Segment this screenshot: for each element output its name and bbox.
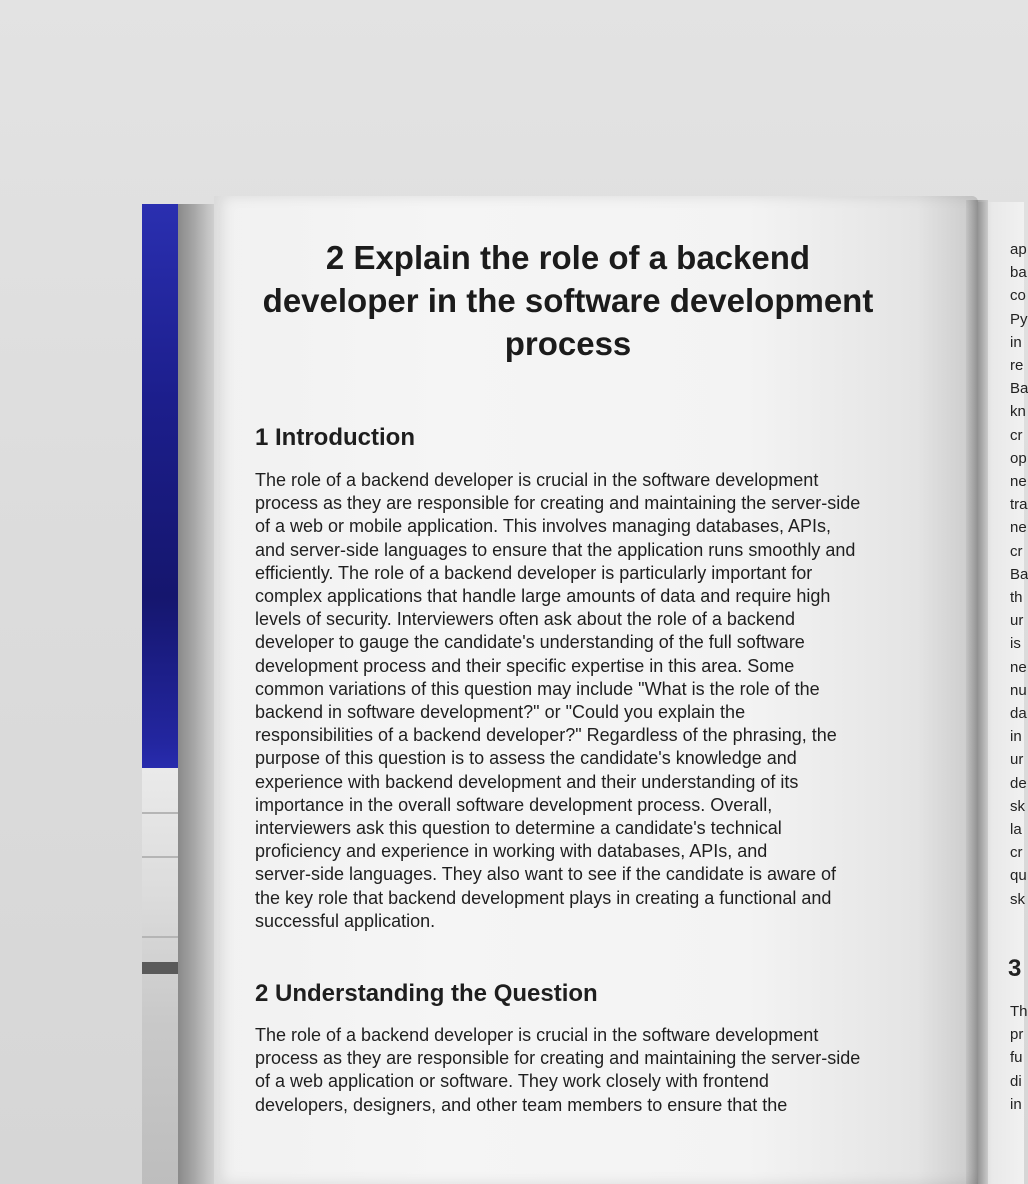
right-text-fragment: th	[1010, 589, 1023, 607]
right-text-fragment: ne	[1010, 519, 1027, 537]
right-page-heading: 3	[1008, 955, 1022, 982]
section-heading-introduction: 1 Introduction	[255, 424, 415, 451]
right-text-fragment: la	[1010, 821, 1022, 839]
right-text-fragment: ur	[1010, 751, 1024, 769]
spine-bar	[142, 962, 180, 974]
right-text-fragment: is	[1010, 635, 1021, 653]
right-text-fragment: di	[1010, 1072, 1022, 1090]
right-text-fragment: ne	[1010, 658, 1027, 676]
right-text-fragment: Ba	[1010, 380, 1028, 398]
right-text-fragment: qu	[1010, 867, 1027, 885]
right-text-fragment: pr	[1010, 1026, 1024, 1044]
right-text-fragment: Th	[1010, 1003, 1028, 1020]
right-text-fragment: fu	[1010, 1049, 1023, 1067]
right-text-fragment: ap	[1010, 241, 1027, 258]
right-text-fragment: op	[1010, 449, 1027, 467]
right-page-text	[1010, 238, 1028, 911]
right-text-fragment: de	[1010, 774, 1027, 792]
section-body-understanding: The role of a backend developer is crucial in the software development process as they are responsible for creating and maintaining the server-side of a web application or software. They work closely with frontend developers, designers, and other team members to ensure that the	[255, 1025, 861, 1115]
right-text-fragment: cr	[1010, 844, 1023, 862]
right-text-fragment: Ba	[1010, 565, 1028, 583]
right-text-fragment: ne	[1010, 473, 1027, 491]
spine-line	[142, 812, 180, 814]
spine-line	[142, 936, 180, 938]
right-text-fragment: tra	[1010, 496, 1028, 514]
right-text-fragment: Py	[1010, 310, 1028, 328]
right-text-fragment: in	[1010, 1095, 1022, 1113]
right-text-fragment: sk	[1010, 890, 1025, 908]
right-text-fragment: in	[1010, 728, 1022, 746]
right-text-fragment: da	[1010, 705, 1027, 723]
right-text-fragment: kn	[1010, 403, 1026, 421]
right-text-fragment: sk	[1010, 797, 1025, 815]
right-text-fragment: co	[1010, 287, 1026, 305]
right-text-fragment: in	[1010, 333, 1022, 351]
book-spine-lower	[142, 768, 180, 1184]
right-text-fragment: ba	[1010, 264, 1027, 282]
page-title: 2 Explain the role of a backend developer in the software development process	[262, 239, 874, 362]
right-text-fragment: cr	[1010, 426, 1023, 444]
section-heading-understanding: 2 Understanding the Question	[255, 980, 598, 1007]
spine-line	[142, 856, 180, 858]
book-gutter	[966, 200, 988, 1184]
section-body-introduction: The role of a backend developer is crucial in the software development process as they are responsible for creating and maintaining the server-side of a web or mobile application. This involves managing databases, APIs, and server-side languages to ensure that the application runs smoothly and efficiently. The role of a backend developer is particularly important for complex applications that handle large amounts of data and require high levels of security. Interviewers often ask about the role of a backend developer to gauge the candidate's understanding of the full software development process and their specific expertise in this area. Some common variations of this question may include "What is the role of the backend in software development?" or "Could you explain the responsibilities of a backend developer?" Regardless of the phrasing, the purpose of this question is to assess the candidate's knowledge and experience with backend development and their understanding of its importance in the overall software development process. Overall, interviewers ask this question to determine a candidate's technical proficiency and experience in working with databases, APIs, and server-side languages. They also want to see if the candidate is aware of the key role that backend development plays in creating a functional and successful application.	[255, 470, 861, 931]
page-edges	[178, 204, 218, 1184]
right-page-text-lower	[1010, 1000, 1028, 1116]
right-text-fragment: cr	[1010, 542, 1023, 560]
right-text-fragment: nu	[1010, 681, 1027, 699]
right-text-fragment: ur	[1010, 612, 1024, 630]
right-text-fragment: re	[1010, 357, 1024, 375]
